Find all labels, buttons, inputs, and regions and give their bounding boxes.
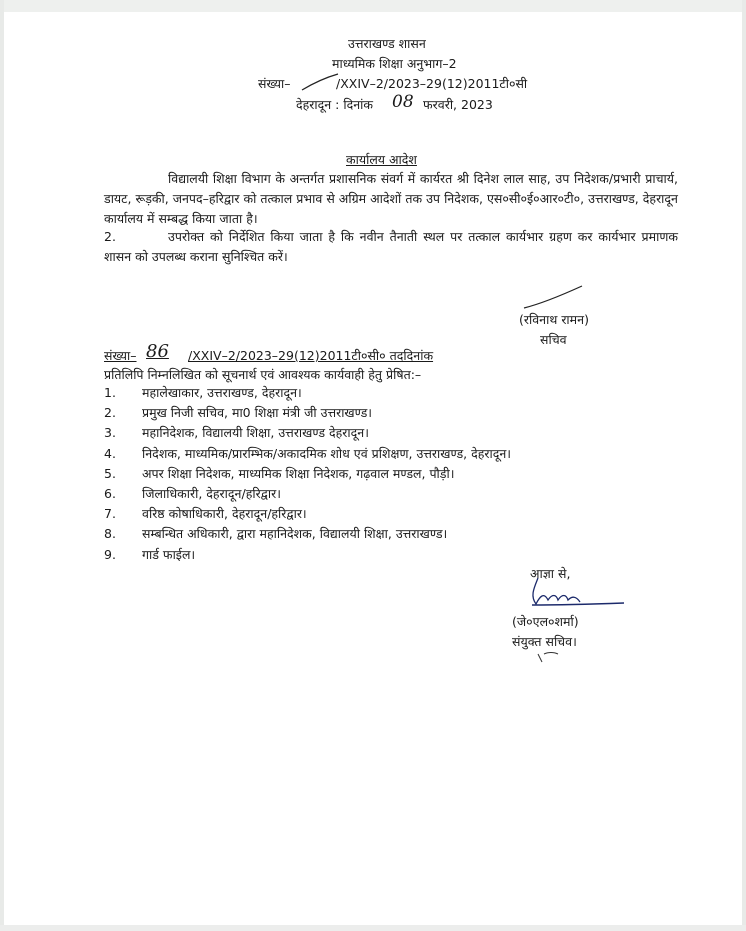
scan-border-top (0, 0, 746, 12)
order-paragraph-2-number: 2. (104, 229, 116, 244)
scan-border-right (742, 0, 746, 931)
order-paragraph-2: उपरोक्त को निर्देशित किया जाता है कि नवीन तैनाती स्थल पर तत्काल कार्यभार ग्रहण कर कार्यभार प्रमाणक शासन को उपलब्ध कराना सुनिश्चित करें। (104, 229, 678, 264)
joint-secretary-designation: संयुक्त सचिव। (512, 634, 577, 649)
header-date-rest: फरवरी, 2023 (423, 97, 493, 112)
signatory-designation: सचिव (540, 332, 567, 347)
header-government: उत्तराखण्ड शासन (348, 36, 426, 51)
header-department: माध्यमिक शिक्षा अनुभाग–2 (332, 56, 457, 71)
header-ref-prefix: संख्या– (258, 76, 291, 91)
signatory-name: (रविनाथ रामन) (519, 312, 589, 327)
joint-secretary-name: (जे०एल०शर्मा) (512, 614, 579, 629)
scan-border-bottom (0, 925, 746, 931)
header-ref-suffix: /XXIV–2/2023–29(12)2011टी०सी (336, 76, 528, 91)
scan-border-left (0, 0, 4, 931)
order-title: कार्यालय आदेश (346, 152, 417, 167)
signature-secretary-icon (520, 284, 586, 312)
copy-ref-number: 86 (146, 341, 169, 362)
copy-ref-prefix: संख्या– (104, 348, 137, 363)
header-date-prefix: देहरादून : दिनांक (296, 97, 374, 112)
handwritten-initial-icon (536, 650, 560, 664)
handwritten-stroke-icon (300, 72, 340, 94)
copy-intro: प्रतिलिपि निम्नलिखित को सूचनार्थ एवं आवश्यक कार्यवाही हेतु प्रेषित:– (104, 367, 422, 382)
copy-ref-suffix: /XXIV–2/2023–29(12)2011टी०सी० तददिनांक (188, 348, 434, 363)
order-paragraph-1: विद्यालयी शिक्षा विभाग के अन्तर्गत प्रशासनिक संवर्ग में कार्यरत श्री दिनेश लाल साह, उप निदेशक/प्रभारी प्राचार्य, डायट, रूड़की, जनपद–हरिद्वार को तत्काल प्रभाव से अग्रिम आदेशों तक उप निदेशक, एस०सी०ई०आर०टी०, उत्तराखण्ड, देहरादून कार्यालय में सम्बद्ध किया जाता है। (104, 171, 678, 226)
signature-joint-secretary-icon (524, 574, 628, 612)
by-order-text: आज्ञा से, (530, 566, 571, 581)
header-date-day: 08 (392, 92, 414, 112)
